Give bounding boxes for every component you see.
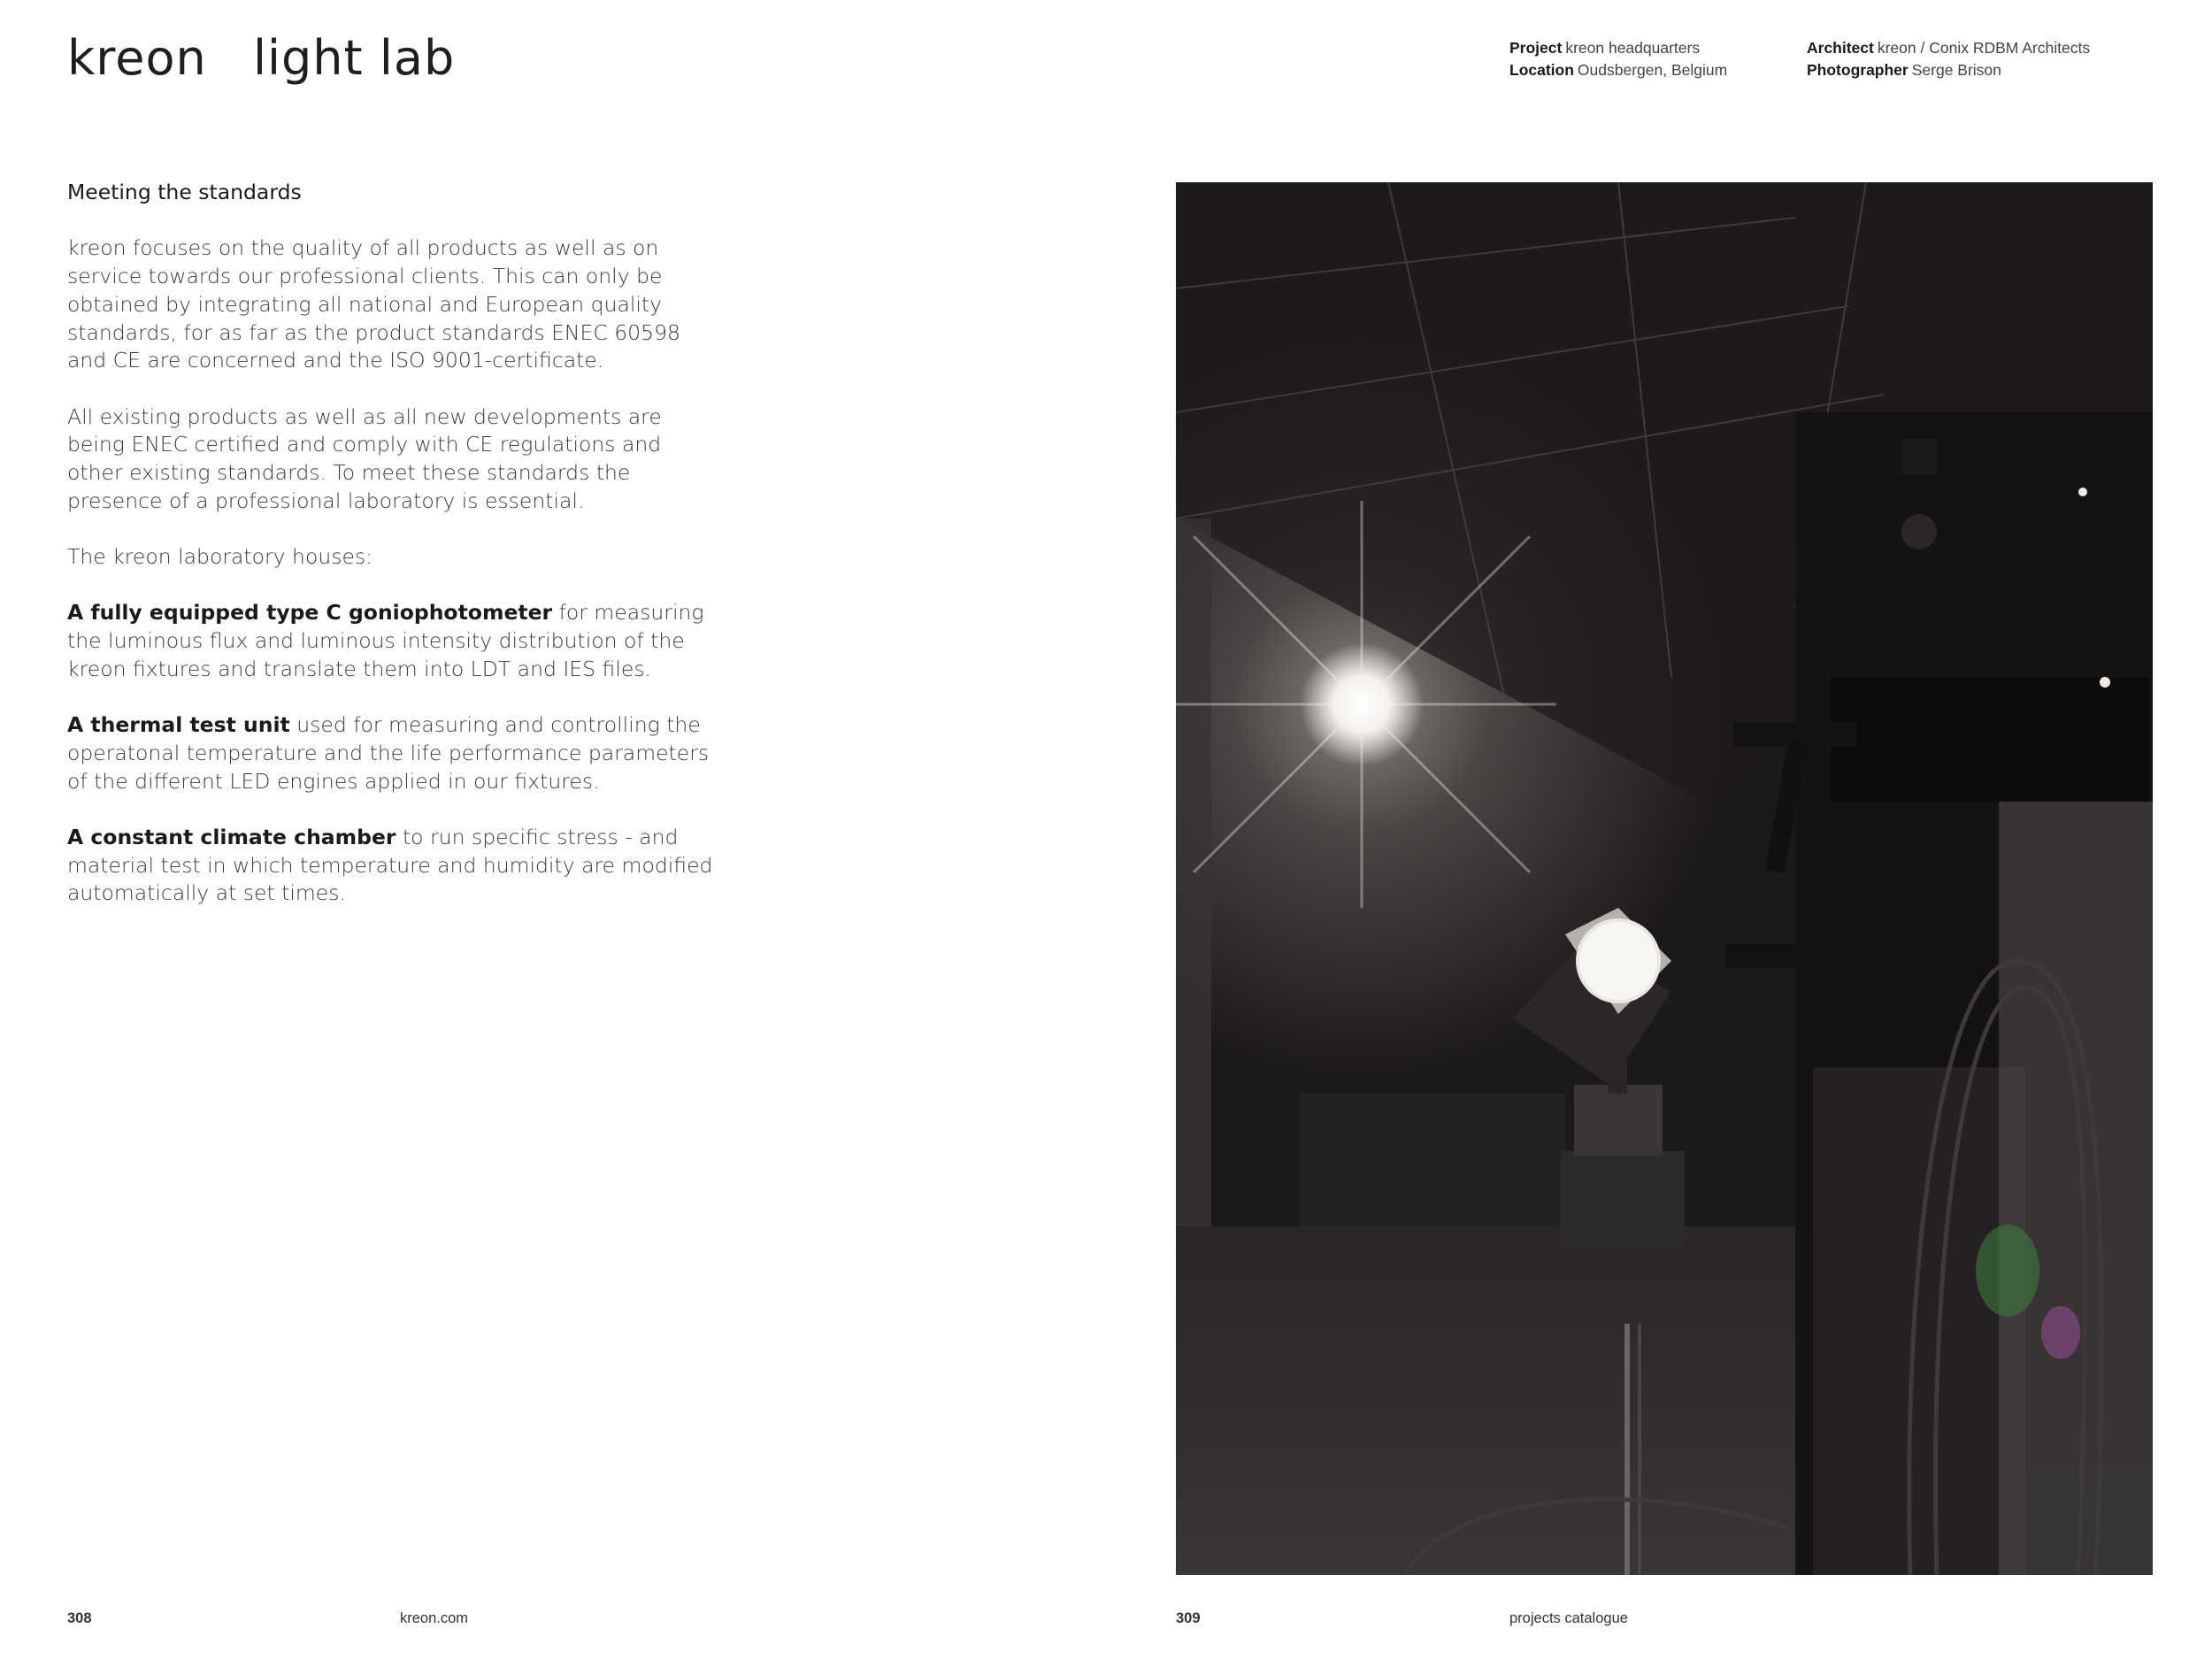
architect-label: Architect	[1807, 39, 1874, 57]
paragraph-lab-intro: The kreon laboratory houses:	[67, 544, 373, 570]
thermal-lead: A thermal test unit	[67, 712, 290, 738]
footer-site: kreon.com	[400, 1610, 469, 1626]
brand-logo: kreon	[67, 30, 207, 86]
project-meta-left	[1509, 37, 1727, 81]
architect-value: kreon / Conix RDBM Architects	[1877, 39, 2091, 57]
article-body	[67, 179, 722, 936]
project-line	[1509, 37, 1727, 59]
thermal-text: used for measuring and controlling the operatonal temperature and the life performance parameters of the different LED engines applied in our fixtures.	[67, 712, 710, 794]
photographer-line	[1807, 59, 2090, 81]
page-number-left: 308	[67, 1610, 92, 1626]
paragraph-intro: kreon focuses on the quality of all products as well as on service towards our professional clients. This can only be obtained by integrating all national and European quality standards, for as far as the product standards ENEC 60598 and CE are concerned and the ISO 9001-certificate.	[67, 235, 680, 373]
paragraph-goniophotometer	[67, 599, 722, 683]
lab-photo	[1176, 182, 2153, 1575]
article-heading: Meeting the standards	[67, 180, 302, 204]
architect-line	[1807, 37, 2090, 59]
project-meta-right	[1807, 37, 2090, 81]
location-line	[1509, 59, 1727, 81]
project-value: kreon headquarters	[1565, 39, 1701, 57]
page-number-right: 309	[1176, 1610, 1201, 1626]
photographer-label: Photographer	[1807, 61, 1909, 79]
photographer-value: Serge Brison	[1911, 61, 2001, 79]
page-title: light lab	[253, 30, 456, 86]
climate-text: to run specific stress - and material test in which temperature and humidity are modified automatically at set times.	[67, 825, 713, 906]
footer-catalogue: projects catalogue	[1509, 1610, 1628, 1626]
project-label: Project	[1509, 39, 1563, 57]
paragraph-certification: All existing products as well as all new developments are being ENEC certified and comply with CE regulations and other existing standards. To meet these standards the presence of a professional laboratory is essential.	[67, 403, 662, 513]
location-label: Location	[1509, 61, 1574, 79]
paragraph-thermal	[67, 711, 722, 795]
lab-photo-illustration	[1176, 182, 2153, 1575]
goniophotometer-lead: A fully equipped type C goniophotometer	[67, 600, 553, 626]
location-value: Oudsbergen, Belgium	[1577, 61, 1728, 79]
paragraph-climate	[67, 824, 722, 908]
climate-lead: A constant climate chamber	[67, 825, 396, 850]
goniophotometer-text: for measuring the luminous flux and luminous intensity distribution of the kreon fixtures and translate them into LDT and IES files.	[67, 600, 704, 681]
